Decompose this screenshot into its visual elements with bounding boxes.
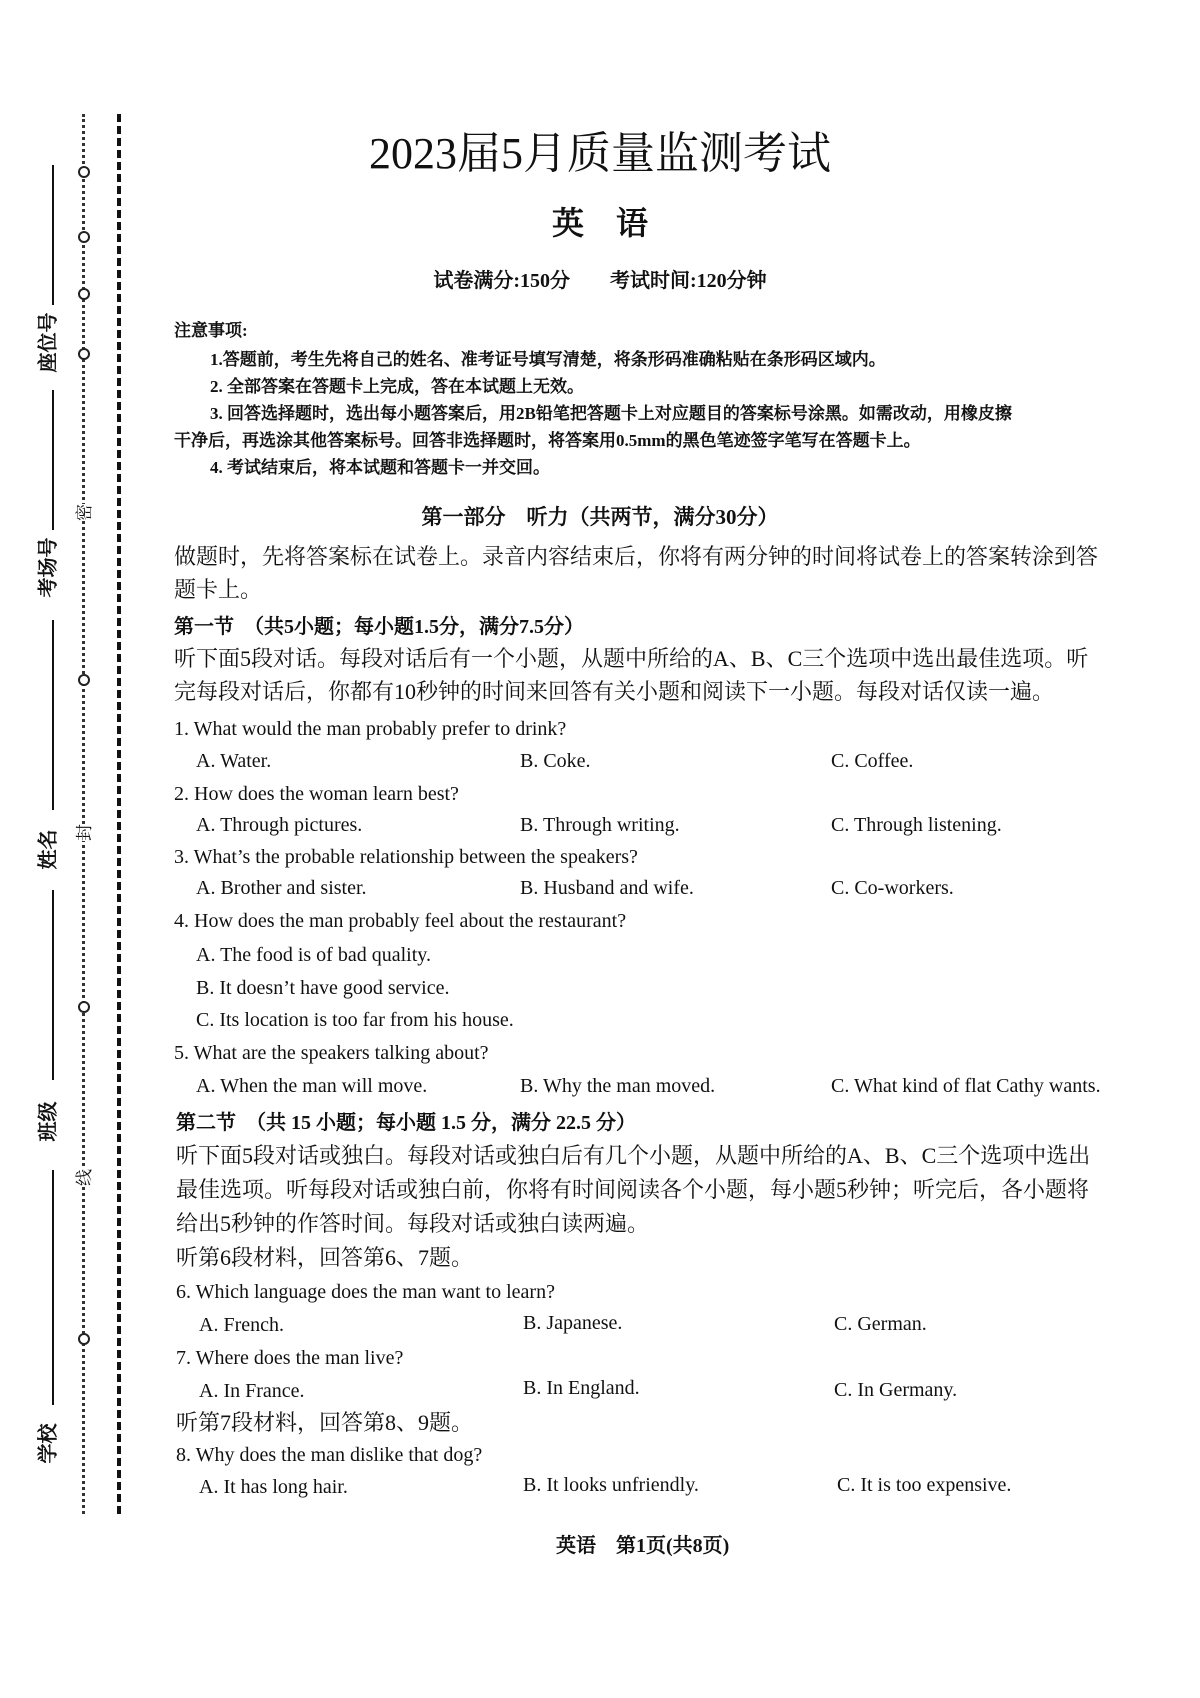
subject-title: 英 语	[551, 205, 648, 241]
option-c: C. Coffee.	[831, 750, 914, 772]
option-b: B. In England.	[523, 1377, 640, 1399]
option-c: C. In Germany.	[834, 1379, 958, 1401]
option-a: A. It has long hair.	[199, 1476, 348, 1498]
section2-intro: 听下面5段对话或独白。每段对话或独白后有几个小题，从题中所给的A、B、C三个选项中选出	[176, 1143, 1091, 1168]
option-a: A. The food is of bad quality.	[196, 944, 431, 966]
part1-intro: 做题时，先将答案标在试卷上。录音内容结束后，你将有两分钟的时间将试卷上的答案转涂到答	[174, 544, 1099, 569]
option-a: A. Brother and sister.	[196, 877, 367, 899]
circle-mark	[78, 674, 90, 686]
option-a: A. When the man will move.	[196, 1075, 428, 1097]
name-line[interactable]	[52, 620, 54, 810]
circle-mark	[78, 1333, 90, 1345]
section2-intro: 最佳选项。听每段对话或独白前，你将有时间阅读各个小题，每小题5秒钟；听完后，各小题将	[176, 1177, 1090, 1202]
question-8: 8. Why does the man dislike that dog?	[176, 1444, 483, 1466]
section1-heading: 第一节 （共5小题；每小题1.5分，满分7.5分）	[174, 616, 584, 638]
option-b: B. Through writing.	[520, 814, 680, 836]
page-footer: 英语 第1页(共8页)	[556, 1535, 730, 1557]
dotted-seal-line	[82, 114, 85, 1514]
circle-mark	[78, 348, 90, 360]
seat-number-label: 座位号	[37, 312, 60, 373]
seal-xian: 线	[70, 1169, 95, 1186]
name-label: 姓名	[37, 829, 60, 870]
option-a: A. Water.	[196, 750, 272, 772]
option-b: B. It doesn’t have good service.	[196, 977, 450, 999]
note-item: 4. 考试结束后，将本试题和答题卡一并交回。	[210, 458, 550, 477]
seal-mi: 密	[70, 504, 95, 521]
option-b: B. It looks unfriendly.	[523, 1474, 699, 1496]
question-7: 7. Where does the man live?	[176, 1347, 404, 1369]
part1-heading: 第一部分 听力（共两节，满分30分）	[421, 505, 779, 529]
exam-room-label: 考场号	[37, 537, 60, 598]
class-label: 班级	[37, 1101, 60, 1142]
section2-intro: 给出5秒钟的作答时间。每段对话或独白读两遍。	[176, 1211, 650, 1236]
class-line[interactable]	[52, 890, 54, 1080]
option-c: C. Its location is too far from his house.	[196, 1009, 514, 1031]
note-item: 1.答题前，考生先将自己的姓名、准考证号填写清楚，将条形码准确粘贴在条形码区域内。	[210, 350, 886, 369]
option-c: C. German.	[834, 1313, 927, 1335]
option-b: B. Why the man moved.	[520, 1075, 716, 1097]
question-1: 1. What would the man probably prefer to drink?	[174, 718, 567, 740]
option-a: A. Through pictures.	[196, 814, 363, 836]
notes-heading: 注意事项:	[174, 321, 248, 340]
option-c: C. Through listening.	[831, 814, 1002, 836]
section2-heading: 第二节 （共 15 小题；每小题 1.5 分，满分 22.5 分）	[176, 1112, 636, 1134]
option-b: B. Japanese.	[523, 1312, 623, 1334]
section1-intro: 听下面5段对话。每段对话后有一个小题，从题中所给的A、B、C三个选项中选出最佳选项。听	[174, 646, 1089, 671]
exam-meta: 试卷满分:150分 考试时间:120分钟	[433, 270, 767, 292]
option-c: C. What kind of flat Cathy wants.	[831, 1075, 1101, 1097]
note-item: 干净后，再选涂其他答案标号。回答非选择题时，将答案用0.5mm的黑色笔迹签字笔写在答题卡上。	[174, 431, 921, 450]
seal-feng: 封	[70, 824, 95, 841]
part1-intro: 题卡上。	[174, 577, 263, 602]
exam-title: 2023届5月质量监测考试	[369, 129, 831, 178]
question-5: 5. What are the speakers talking about?	[174, 1042, 489, 1064]
question-6: 6. Which language does the man want to learn?	[176, 1281, 555, 1303]
note-item: 3. 回答选择题时，选出每小题答案后，用2B铅笔把答题卡上对应题目的答案标号涂黑。如需改动，用橡皮擦	[210, 404, 1012, 423]
question-3: 3. What’s the probable relationship between the speakers?	[174, 846, 638, 868]
question-4: 4. How does the man probably feel about the restaurant?	[174, 910, 627, 932]
option-a: A. French.	[199, 1314, 284, 1336]
option-c: C. It is too expensive.	[837, 1474, 1012, 1496]
school-line[interactable]	[52, 1170, 54, 1405]
option-c: C. Co-workers.	[831, 877, 954, 899]
note-item: 2. 全部答案在答题卡上完成，答在本试题上无效。	[210, 377, 584, 396]
circle-mark	[78, 1001, 90, 1013]
option-a: A. In France.	[199, 1380, 305, 1402]
material-6-note: 听第6段材料，回答第6、7题。	[176, 1245, 474, 1270]
dashed-cut-line	[117, 114, 121, 1514]
question-2: 2. How does the woman learn best?	[174, 783, 459, 805]
option-b: B. Husband and wife.	[520, 877, 694, 899]
material-7-note: 听第7段材料，回答第8、9题。	[176, 1410, 474, 1435]
option-b: B. Coke.	[520, 750, 591, 772]
section1-intro: 完每段对话后，你都有10秒钟的时间来回答有关小题和阅读下一小题。每段对话仅读一遍。	[174, 679, 1055, 704]
school-label: 学校	[37, 1423, 60, 1464]
